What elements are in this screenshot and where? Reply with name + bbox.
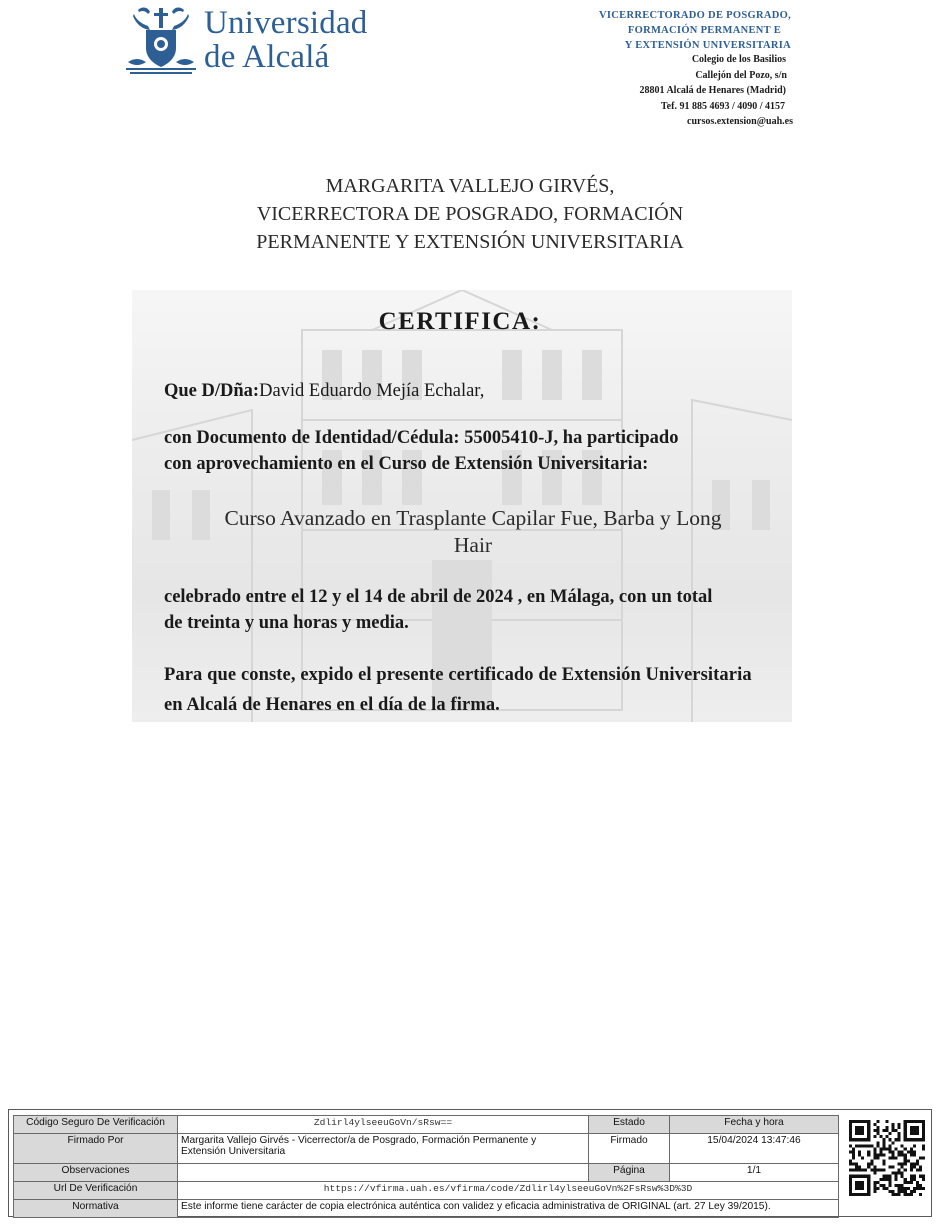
signer-line-2: VICERRECTORA DE POSGRADO, FORMACIÓN <box>256 203 684 225</box>
identity-line-2: con aprovechamiento en el Curso de Extensión Universitaria: <box>164 454 649 474</box>
university-wordmark <box>204 6 368 74</box>
office-address <box>640 52 793 130</box>
recipient-line <box>164 378 484 404</box>
course-title-line-2: Hair <box>453 533 493 557</box>
firmado-por-value <box>178 1134 589 1164</box>
vice-rectorate-office <box>599 8 791 53</box>
estado-label: Estado <box>589 1116 670 1134</box>
signer-line-3: PERMANENTE Y EXTENSIÓN UNIVERSITARIA <box>256 231 684 253</box>
dates-line-1: celebrado entre el 12 y el 14 de abril de 2024 , en Málaga, con un total <box>164 587 713 607</box>
university-line-1: Universidad <box>204 5 368 41</box>
address-line-2: Callejón del Pozo, s/n <box>695 69 787 81</box>
identity-line-1: con Documento de Identidad/Cédula: 55005410-J, ha participado <box>164 428 679 448</box>
address-line-3: 28801 Alcalá de Henares (Madrid) <box>639 85 786 97</box>
verification-box <box>8 1109 932 1217</box>
fecha-value: 15/04/2024 13:47:46 <box>670 1134 839 1164</box>
certificate-heading: CERTIFICA: <box>378 308 542 335</box>
address-line-1: Colegio de los Basilios <box>691 54 786 65</box>
dates-paragraph <box>164 584 712 636</box>
pagina-label: Página <box>589 1164 670 1182</box>
address-phone: Tef. 91 885 4693 / 4090 / 4157 <box>660 100 785 112</box>
table-row <box>14 1200 839 1218</box>
normativa-value: Este informe tiene carácter de copia electrónica auténtica con validez y eficacia administrativa de ORIGINAL (art. 27 Ley 39/2015). <box>178 1200 839 1218</box>
table-row <box>14 1116 839 1134</box>
fecha-label: Fecha y hora <box>670 1116 839 1134</box>
recipient-label: Que D/Dña: <box>164 381 260 401</box>
signer-line-1: MARGARITA VALLEJO GIRVÉS, <box>325 175 615 197</box>
office-line-1: VICERRECTORADO DE POSGRADO, <box>599 10 791 21</box>
closing-line-1: Para que conste, expido el presente certificado de Extensión Universitaria <box>164 665 752 685</box>
qr-code-icon <box>849 1120 925 1196</box>
university-logo <box>124 4 374 78</box>
observaciones-label: Observaciones <box>14 1164 178 1182</box>
signer-title <box>160 172 780 256</box>
university-line-2: de Alcalá <box>204 39 330 75</box>
firmado-por-label: Firmado Por <box>14 1134 178 1164</box>
firmado-por-line-2: Extensión Universitaria <box>181 1146 286 1157</box>
course-title-line-1: Curso Avanzado en Trasplante Capilar Fue, Barba y Long <box>224 506 722 530</box>
url-value[interactable]: https://vfirma.uah.es/vfirma/code/Zdlirl4ylseeuGoVn%2FsRsw%3D%3D <box>178 1182 839 1200</box>
estado-value: Firmado <box>589 1134 670 1164</box>
normativa-label: Normativa <box>14 1200 178 1218</box>
closing-line-2: en Alcalá de Henares en el día de la firma. <box>164 695 500 715</box>
table-row <box>14 1182 839 1200</box>
course-title <box>160 505 786 559</box>
table-row <box>14 1134 839 1164</box>
firmado-por-line-1: Margarita Vallejo Girvés - Vicerrector/a de Posgrado, Formación Permanente y <box>181 1135 537 1146</box>
pagina-value: 1/1 <box>670 1164 839 1182</box>
table-row <box>14 1164 839 1182</box>
dates-line-2: de treinta y una horas y media. <box>164 613 409 633</box>
url-label: Url De Verificación <box>14 1182 178 1200</box>
observaciones-value <box>178 1164 589 1182</box>
code-label: Código Seguro De Verificación <box>14 1116 178 1134</box>
identity-paragraph <box>164 425 678 477</box>
closing-paragraph <box>164 660 752 720</box>
office-line-3: Y EXTENSIÓN UNIVERSITARIA <box>624 40 791 51</box>
recipient-name: David Eduardo Mejía Echalar, <box>259 381 485 401</box>
office-line-2: FORMACIÓN PERMANENT E <box>627 25 781 36</box>
university-crest-icon <box>124 4 198 78</box>
code-value: Zdlirl4ylseeuGoVn/sRsw== <box>178 1116 589 1134</box>
verification-table <box>13 1115 839 1218</box>
address-email: cursos.extension@uah.es <box>687 116 793 128</box>
